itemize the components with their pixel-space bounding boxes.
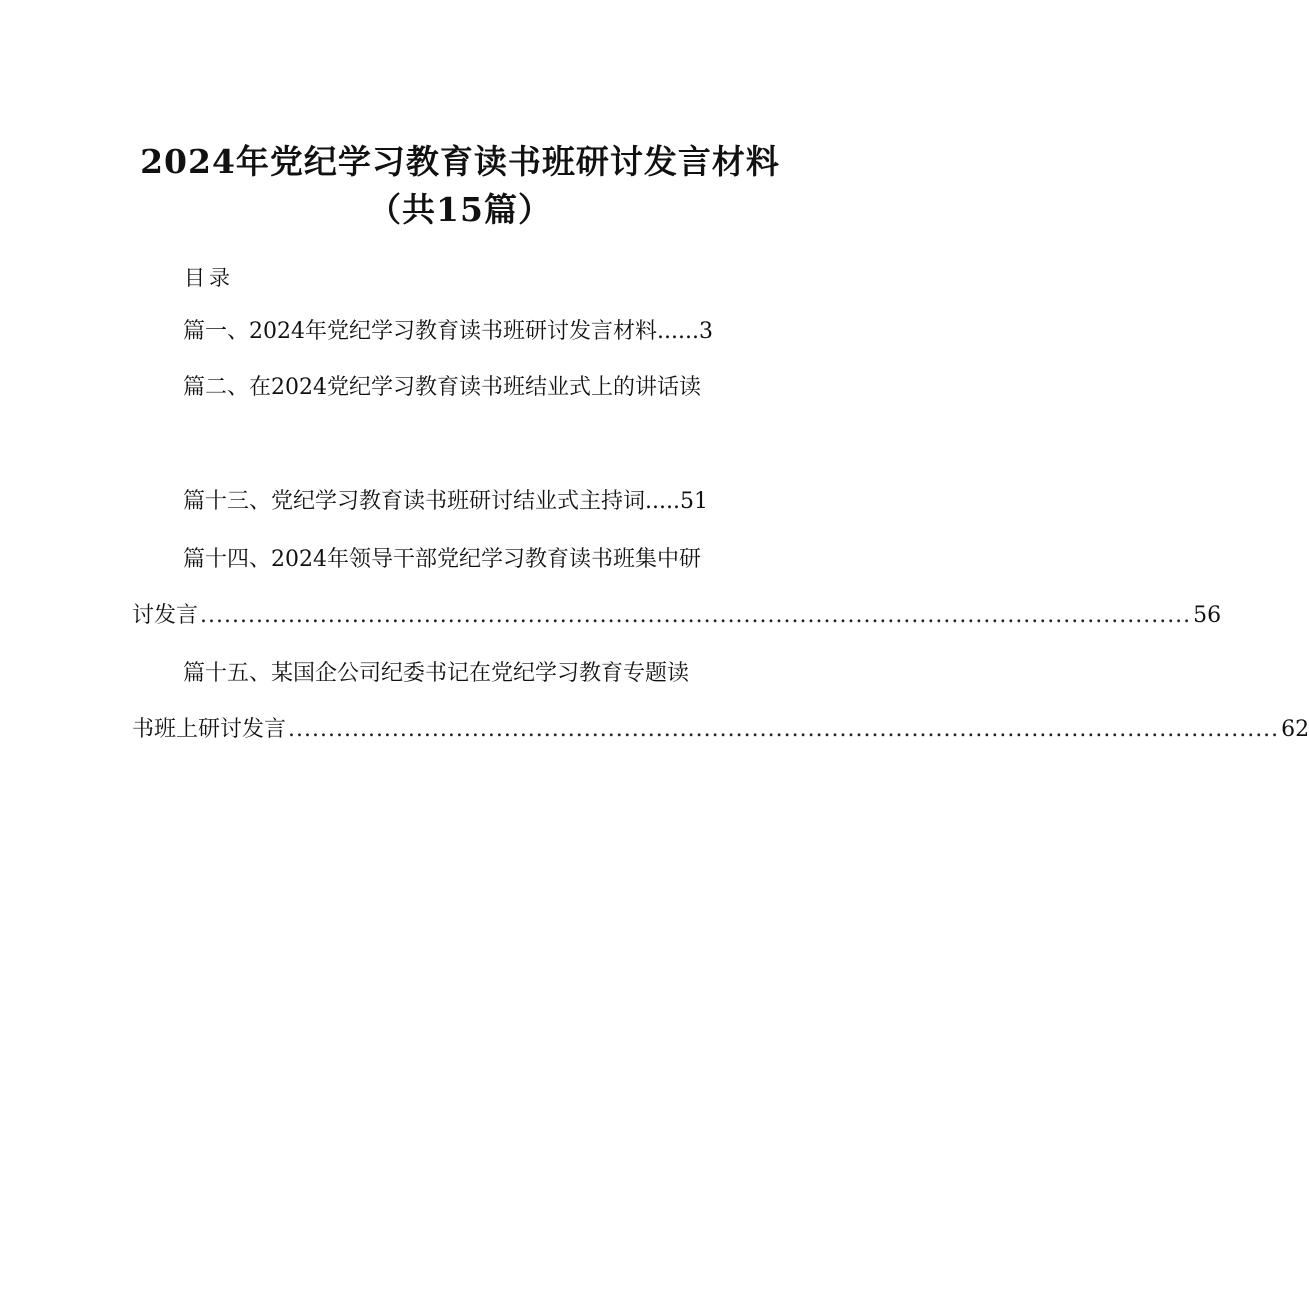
toc-entry-13[interactable]: 篇十三、党纪学习教育读书班研讨结业式主持词.....51 [183,489,708,514]
document-title-line-2: （共15篇） [368,190,552,229]
toc-entry-14-line-1[interactable]: 篇十四、2024年领导干部党纪学习教育读书班集中研 [183,547,701,572]
dot-leader: ............................................................................................................................ [200,603,1192,628]
toc-entry-15-line-2[interactable] [132,716,1309,744]
toc-entry-14-line-2[interactable] [132,602,1222,630]
toc-page-number: 56 [1193,603,1222,628]
toc-entry-15-line-1[interactable]: 篇十五、某国企公司纪委书记在党纪学习教育专题读 [183,661,690,686]
document-title-line-1: 2024年党纪学习教育读书班研讨发言材料 [140,142,780,181]
toc-entry-text: 讨发言 [132,603,199,628]
dot-leader: ............................................................................................................................ [288,717,1280,742]
toc-entry-text: 书班上研讨发言 [132,717,287,742]
toc-page-number: 62 [1281,717,1309,742]
toc-entry-2[interactable]: 篇二、在2024党纪学习教育读书班结业式上的讲话读 [183,375,701,400]
toc-heading: 目录 [184,266,234,290]
toc-entry-1[interactable]: 篇一、2024年党纪学习教育读书班研讨发言材料......3 [183,319,713,344]
